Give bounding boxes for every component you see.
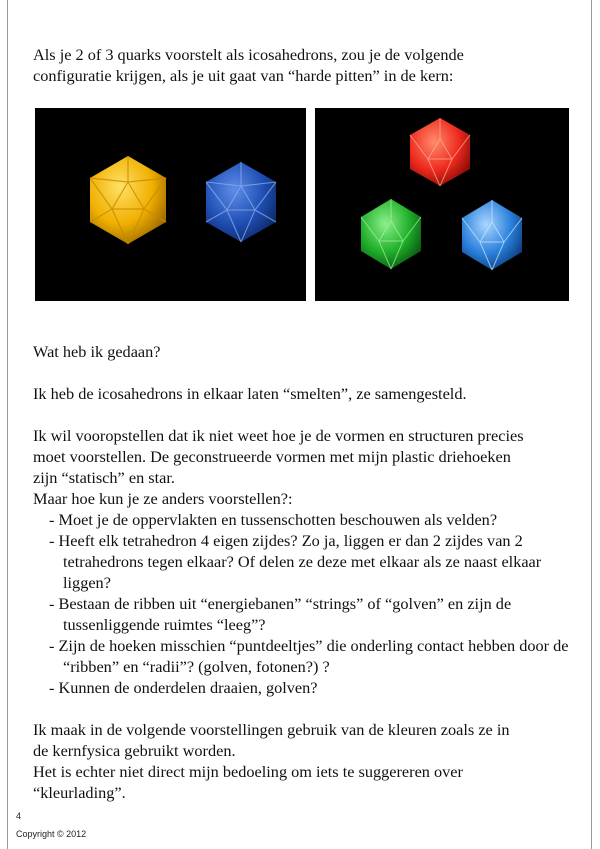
paragraph1-line: moet voorstellen. De geconstrueerde vormen met mijn plastic driehoeken — [33, 447, 511, 466]
question-list — [33, 509, 573, 698]
paragraph2-line: Ik maak in de volgende voorstellingen gebruik van de kleuren zoals ze in — [33, 720, 510, 739]
page-border-right — [591, 0, 592, 849]
body-text — [33, 341, 573, 803]
paragraph2-line: “kleurlading”. — [33, 783, 126, 802]
paragraph2-line: de kernfysica gebruikt worden. — [33, 741, 236, 760]
question-line: Wat heb ik gedaan? — [33, 342, 161, 361]
statement-line: Ik heb de icosahedrons in elkaar laten “smelten”, ze samengesteld. — [33, 384, 467, 403]
photo-yellow-blue-graphic — [35, 108, 306, 301]
photo-red-green-blue-icosahedrons — [315, 108, 569, 301]
intro-text — [33, 44, 573, 86]
list-item: - Zijn de hoeken misschien “puntdeeltjes” die onderling contact hebben door de “ribben” en “radii”? (golven, fotonen?) ? — [49, 636, 569, 676]
red-icosahedron — [410, 118, 470, 186]
list-item: - Bestaan de ribben uit “energiebanen” “strings” of “golven” en zijn de tussenliggende ruimtes “leeg”? — [49, 594, 512, 634]
paragraph1-line: zijn “statisch” en star. — [33, 468, 175, 487]
yellow-icosahedron — [90, 156, 166, 244]
page-number: 4 — [16, 811, 22, 821]
list-item: - Kunnen de onderdelen draaien, golven? — [49, 678, 318, 697]
green-icosahedron — [361, 199, 421, 269]
paragraph2-line: Het is echter niet direct mijn bedoeling om iets te suggereren over — [33, 762, 463, 781]
list-intro: Maar hoe kun je ze anders voorstellen?: — [33, 489, 293, 508]
intro-line: configuratie krijgen, als je uit gaat van “harde pitten” in de kern: — [33, 66, 454, 85]
photo-yellow-blue-icosahedrons — [35, 108, 306, 301]
list-item: - Moet je de oppervlakten en tussenschotten beschouwen als velden? — [49, 510, 498, 529]
list-item: - Heeft elk tetrahedron 4 eigen zijdes? Zo ja, liggen er dan 2 zijdes van 2 tetrahedrons tegen elkaar? Of delen ze deze met elkaar als ze naast elkaar liggen? — [49, 531, 542, 592]
blue-icosahedron — [462, 200, 522, 270]
page-border-left — [7, 0, 8, 849]
blue-icosahedron — [206, 162, 276, 242]
paragraph1-line: Ik wil vooropstellen dat ik niet weet hoe je de vormen en structuren precies — [33, 426, 524, 445]
photo-red-green-blue-graphic — [315, 108, 569, 301]
intro-line: Als je 2 of 3 quarks voorstelt als icosahedrons, zou je de volgende — [33, 45, 464, 64]
copyright-notice: Copyright © 2012 — [16, 829, 87, 839]
